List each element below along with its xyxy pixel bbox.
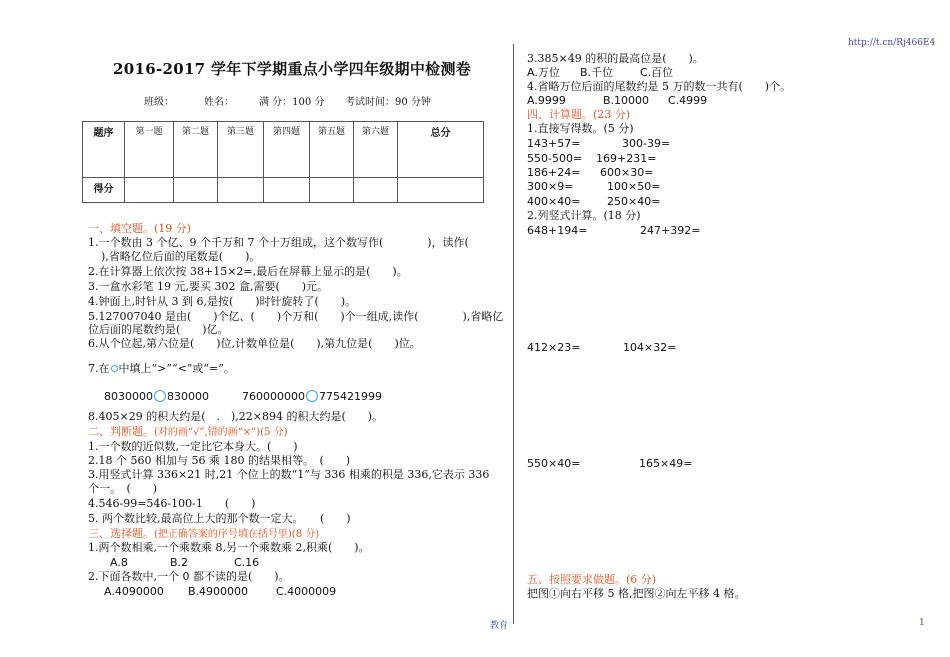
section-title: 一、填空题。 (88, 222, 154, 235)
question-text: 1.一个数由 3 个亿、9 个千万和 7 个十万组成，这个数写作( )，读作( (88, 236, 469, 249)
question-text: 6.从个位起,第六位是( )位,计数单位是( ),第九位是( )位。 (88, 337, 421, 350)
question-text: 2.下面各数中,一个 0 都不读的是( )。 (88, 570, 290, 583)
class-label: 班级： (144, 97, 174, 108)
section-3-heading (88, 527, 319, 542)
table-header-cell: 第三题 (218, 122, 264, 178)
option-c[interactable]: C.4000009 (276, 585, 337, 598)
option-b[interactable]: B.2 (170, 556, 189, 569)
section-points: (23 分) (593, 108, 631, 121)
compare-item-2 (242, 390, 382, 404)
section-5-heading (527, 573, 656, 587)
section-points: (19 分) (154, 222, 192, 235)
calc-item: 648+194= (527, 224, 588, 237)
calc-item: 300-39= (622, 137, 671, 150)
question-text: 3.用竖式计算 336×21 时,21 个位上的数“1”与 336 相乘的积是 336,它表示 336 (88, 468, 490, 481)
question-text (88, 362, 235, 376)
question-text: 5.127007040 是由( )个亿、( )个万和( )个一组成,读作( ),省略亿 (88, 310, 504, 323)
question-text: 4.546-99=546-100-1 ( ) (88, 497, 256, 510)
calc-item: 169+231= (596, 152, 657, 165)
section-note: (对的画“√”,错的画“×”)(5 分) (154, 427, 288, 438)
question-text: 2.在计算器上依次按 38+15×2=,最后在屏幕上显示的是( )。 (88, 265, 408, 278)
calc-item: 143+57= (527, 137, 581, 150)
option-b[interactable]: B.4900000 (188, 585, 249, 598)
calc-item: 550-500= (527, 152, 583, 165)
header-link[interactable]: http://t.cn/Rj466E4 (848, 38, 936, 48)
question-text: 3.一盒水彩笔 19 元,要买 302 盒,需要( )元。 (88, 280, 329, 293)
compare-right: 830000 (167, 390, 209, 403)
section-title: 三、选择题。 (88, 527, 154, 540)
option-a[interactable]: A.9999 (527, 94, 566, 107)
circle-icon (111, 365, 118, 372)
calc-item: 300×9= (527, 180, 574, 193)
option-a[interactable]: A.4090000 (104, 585, 164, 598)
option-c[interactable]: C.4999 (668, 94, 708, 107)
question-text: 4.钟面上,时针从 3 到 6,是按( )时针旋转了( )。 (88, 295, 357, 308)
score-cell[interactable] (264, 178, 310, 203)
calc-item: 186+24= (527, 166, 581, 179)
section-2-heading (88, 425, 288, 440)
question-text: 1.两个数相乘,一个乘数乘 8,另一个乘数乘 2,积乘( )。 (88, 541, 370, 554)
option-c[interactable]: C.16 (234, 556, 260, 569)
calc-item: 247+392= (640, 224, 701, 237)
compare-right: 775421999 (319, 390, 382, 403)
subsection-title: 1.直接写得数。(5 分) (527, 122, 634, 135)
question-text: 5. 两个数比较,最高位上大的那个数一定大。 ( ) (88, 512, 351, 525)
full-marks: 满 分：100 分 (259, 97, 325, 108)
calc-item: 412×23= (527, 341, 581, 354)
q7-suffix: 中填上“>”“<”或“=”。 (118, 362, 235, 375)
option-b[interactable]: B.10000 (603, 94, 650, 107)
question-text: 个一。 ( ) (88, 482, 158, 495)
section-points: (6 分) (626, 573, 657, 586)
calc-item: 550×40= (527, 457, 581, 470)
section-note: (把正确答案的序号填在括号里)(8 分) (154, 529, 320, 540)
page-number: 1 (919, 618, 925, 628)
q7-prefix: 7.在 (88, 362, 110, 375)
column-divider (513, 44, 514, 624)
score-cell[interactable] (174, 178, 218, 203)
section-1-heading (88, 222, 191, 236)
section-title: 五、按照要求做题。 (527, 573, 626, 586)
compare-circle-input[interactable] (306, 390, 318, 402)
compare-left: 760000000 (242, 390, 305, 403)
option-a[interactable]: A.8 (110, 556, 128, 569)
table-header-cell: 第五题 (310, 122, 354, 178)
calc-item: 400×40= (527, 195, 581, 208)
calc-item: 100×50= (607, 180, 661, 193)
table-header-cell: 第二题 (174, 122, 218, 178)
calc-item: 600×30= (600, 166, 654, 179)
section-title: 二、判断题。 (88, 425, 154, 438)
compare-left: 8030000 (104, 390, 153, 403)
calc-item: 250×40= (607, 195, 661, 208)
table-row-label: 得分 (83, 178, 125, 203)
table-header-cell: 第六题 (354, 122, 398, 178)
question-text: 1.一个数的近似数,一定比它本身大。( ) (88, 440, 298, 453)
question-text: 把图①向右平移 5 格,把图②向左平移 4 格。 (527, 587, 746, 600)
question-text: 2.18 个 560 相加与 56 乘 180 的结果相等。 ( ) (88, 454, 351, 467)
option-b[interactable]: B.千位 (580, 66, 614, 79)
footer-link[interactable]: 教育 (490, 621, 509, 631)
question-text: 位后面的尾数约是( )亿。 (88, 323, 229, 336)
score-cell[interactable] (310, 178, 354, 203)
page-title: 2016-2017 学年下学期重点小学四年级期中检测卷 (113, 60, 472, 78)
question-text: 3.385×49 的积的最高位是( )。 (527, 52, 704, 65)
subsection-title: 2.列竖式计算。(18 分) (527, 209, 641, 222)
calc-item: 165×49= (639, 457, 693, 470)
score-cell[interactable] (354, 178, 398, 203)
table-header-cell: 第一题 (125, 122, 174, 178)
name-label: 姓名： (204, 97, 234, 108)
score-cell[interactable] (125, 178, 174, 203)
question-text: 8.405×29 的积大约是( . ),22×894 的积大约是( )。 (88, 410, 384, 423)
score-table (82, 121, 484, 203)
calc-item: 104×32= (623, 341, 677, 354)
compare-item-1 (104, 390, 209, 404)
option-c[interactable]: C.百位 (640, 66, 674, 79)
score-cell[interactable] (218, 178, 264, 203)
table-header-cell: 题序 (83, 122, 125, 178)
exam-time: 考试时间：90 分钟 (345, 97, 431, 108)
option-a[interactable]: A.万位 (527, 66, 560, 79)
compare-circle-input[interactable] (154, 390, 166, 402)
table-header-cell: 总分 (398, 122, 484, 178)
section-title: 四、计算题。 (527, 108, 593, 121)
table-header-cell: 第四题 (264, 122, 310, 178)
question-text: ),省略亿位后面的尾数是( )。 (101, 250, 261, 263)
section-4-heading (527, 108, 630, 122)
score-cell[interactable] (398, 178, 484, 203)
question-text: 4.省略万位后面的尾数约是 5 万的数一共有( )个。 (527, 80, 792, 93)
